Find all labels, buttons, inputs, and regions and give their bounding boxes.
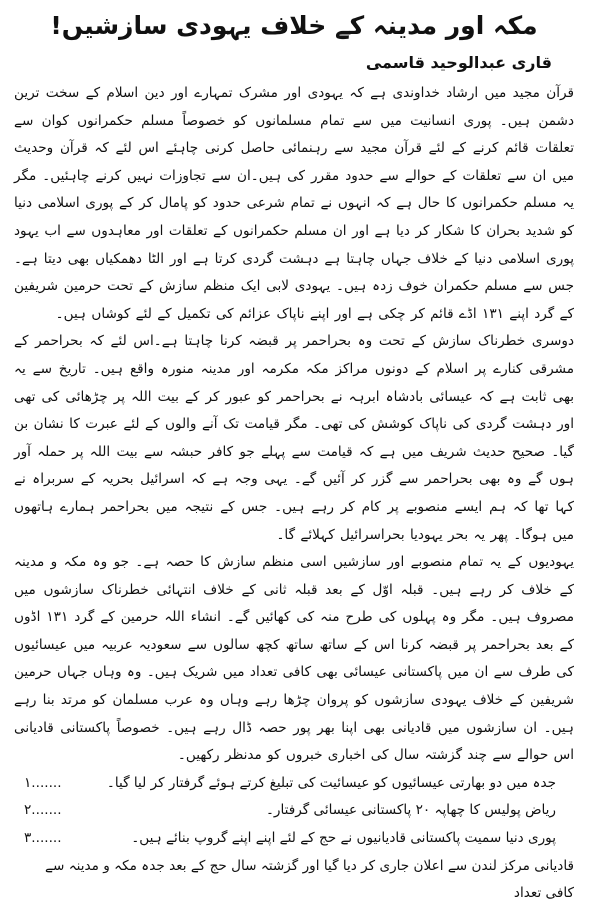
- list-item-number: ۱.......: [24, 774, 62, 791]
- list-item-text: ریاض پولیس کا چھاپہ ۲۰ پاکستانی عیسائی گرفتار۔: [265, 802, 556, 819]
- list-item-number: ۳.......: [24, 830, 62, 847]
- list-item: [14, 825, 574, 853]
- closing-line: قادیانی مرکز لندن سے اعلان جاری کر دیا گیا اور گزشتہ سال حج کے بعد جدہ مکہ و مدینہ سے کافی تعداد: [45, 857, 574, 902]
- news-list: [14, 770, 574, 853]
- paragraph-1: قرآن مجید میں ارشاد خداوندی ہے کہ یہودی اور مشرک تمہارے اور دین اسلام کے سخت ترین دشمن ہیں۔ پوری انسانیت میں سے تمام مسلمانوں کو خصوصاً مسلم حکمرانوں کوان سے تعلقات قائم کرنے کے لئے قرآن مجید سے رہنمائی حاصل کرنی چاہئے اس لئے کہ قرآن وحدیث میں ان سے تعلقات کے حوالے سے حدود مقرر کی ہیں۔ان سے تجاوزات نہیں کرنے چاہئیں۔ مگر یہ مسلم حکمرانوں کا حال ہے کہ انہوں نے تمام شرعی حدود کو پامال کر کے پوری اسلامی دنیا کو شدید بحران کا شکار کر دیا ہے اور ان مسلم حکمرانوں کے تعلقات اور معاہدوں سے اب یہود پوری اسلامی دنیا کے خلاف جہاں چاہتا ہے دہشت گردی کرتا ہے اور الٹا دھمکیاں بھی دیتا ہے۔ جس سے مسلم حکمران خوف زدہ ہیں۔ یہودی لابی ایک منظم سازش کے تحت حرمین شریفین کے گرد اپنے ۱۳۱ اڈے قائم کر چکی ہے اور اپنے ناپاک عزائم کی تکمیل کے لئے کوشاں ہیں۔: [14, 85, 574, 322]
- list-item-text: جدہ میں دو بھارتی عیسائیوں کو عیسائیت کی تبلیغ کرتے ہوئے گرفتار کر لیا گیا۔: [106, 774, 556, 791]
- list-item-number: ۲.......: [24, 802, 62, 819]
- author-name: قاری عبدالوحید قاسمی: [365, 53, 552, 72]
- paragraph-2: دوسری خطرناک سازش کے تحت وہ بحراحمر پر قبضہ کرنا چاہتا ہے۔اس لئے کہ بحراحمر کے مشرقی کنارے پر اسلام کے دونوں مراکز مکہ مکرمہ اور مدینہ منورہ واقع ہیں۔ تاریخ سے یہ بھی ثابت ہے کہ عیسائی بادشاہ ابرہہ نے بحراحمر کو عبور کر کے بیت اللہ پر چڑھائی کی تھی اور دہشت گردی کی ناپاک کوشش کی تھی۔ مگر قیامت تک آنے والوں کے لئے عبرت کا نشان بن گیا۔ صحیح حدیث شریف میں ہے کہ قیامت سے پہلے جو کافر حبشہ سے بیت اللہ پر حملہ آور ہوں گے وہ بھی بحراحمر سے گزر کر آئیں گے۔ یہی وجہ ہے کہ اسرائیل بحریہ کے سربراہ نے کہا تھا کہ ہم ایسے منصوبے پر کام کر رہے ہیں۔ جس کے نتیجہ میں بحراحمر ہمارے ہاتھوں میں ہوگا۔ پھر یہ بحر یہودیا بحراسرائیل کہلائے گا۔: [14, 333, 574, 543]
- paragraph-3: یہودیوں کے یہ تمام منصوبے اور سازشیں اسی منظم سازش کا حصہ ہے۔ جو وہ مکہ و مدینہ کے خلاف کر رہے ہیں۔ قبلہ اوّل کے بعد قبلہ ثانی کے خلاف انتہائی خطرناک سازشوں میں مصروف ہیں۔ مگر وہ پہلوں کی طرح منہ کی کھائیں گے۔ انشاء اللہ حرمین کے گرد ۱۳۱ اڈوں کے بعد بحراحمر پر قبضہ کرنا اس کے ساتھ ساتھ کچھ سالوں سے سعودیہ عربیہ میں عیسائیوں کی طرف سے ان میں پاکستانی عیسائی بھی کافی تعداد میں شریک ہیں۔ وہ وہاں جہاں حرمین شریفین کے خلاف یہودی سازشوں کو پروان چڑھا رہے وہاں وہ عرب مسلمان کو مرتد بنا رہے ہیں۔ ان سازشوں میں قادیانی بھی اپنا بھر پور حصہ ڈال رہے ہیں۔ خصوصاً پاکستانی قادیانی اس حوالے سے چند گزشتہ سال کی اخباری خبروں کو مدنظر رکھیں۔: [14, 554, 574, 764]
- article-title: مکہ اور مدینہ کے خلاف یہودی سازشیں!: [50, 11, 538, 40]
- list-item: [14, 770, 574, 798]
- list-item: [14, 797, 574, 825]
- list-item-text: پوری دنیا سمیت پاکستانی قادیانیوں نے حج کے لئے اپنے اپنے گروپ بنائے ہیں۔: [131, 830, 556, 847]
